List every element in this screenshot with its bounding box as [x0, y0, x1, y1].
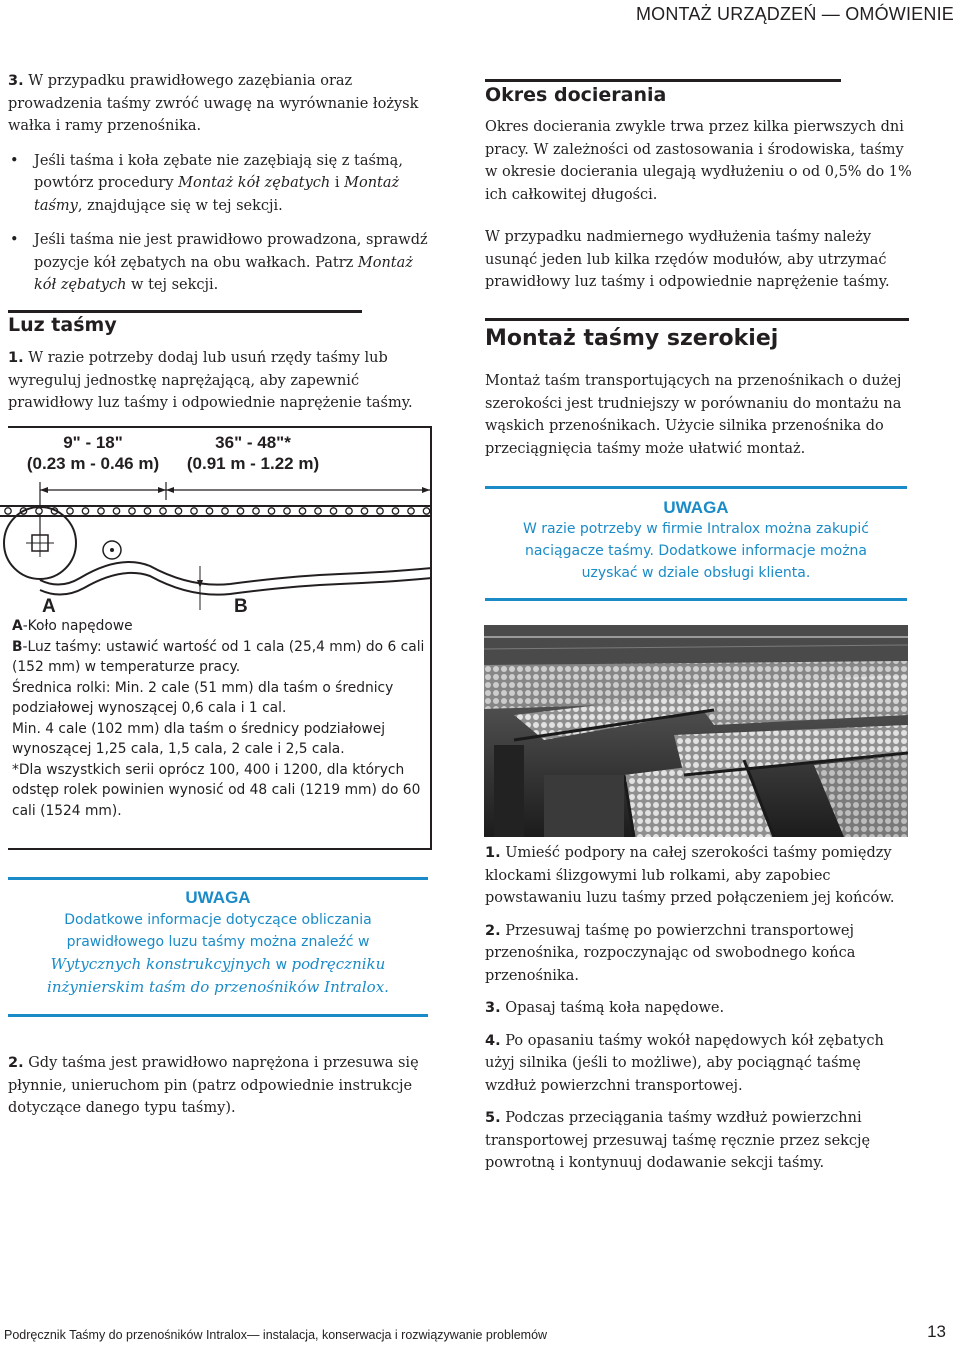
- dim-2-metric: (0.91 m - 1.22 m): [186, 454, 320, 473]
- belt-hinge: [423, 508, 429, 514]
- belt-hinge: [408, 508, 414, 514]
- wide-step-2-text: Przesuwaj taśmę po powierzchni transportowej przenośnika, rozpoczynając od swobodnego końca przenośnika.: [485, 922, 856, 984]
- okres-paragraph-1: Okres docierania zwykle trwa przez kilka pierwszych dni pracy. W zależności od zastosowania i środowiska, taśmy w okresie docierania ulegają wydłużeniu o od 0,5% do 1% ich całkowitej długości.: [485, 119, 912, 203]
- szeroki-paragraph: Montaż taśm transportujących na przenośnikach o dużej szerokości jest trudniejszy w porównaniu do montażu na wąskich przenośnikach. Użycie silnika przenośnika do przeciągnięcia taśmy może ułatwić montaż.: [485, 373, 902, 457]
- left-note-top-rule: [8, 877, 428, 880]
- bullet-2-text-b: w tej sekcji.: [126, 277, 219, 293]
- okres-paragraph-2: W przypadku nadmiernego wydłużenia taśmy należy usunąć jeden lub kilka rzędów modułów, aby utrzymać prawidłowy luz taśmy i odpowiednie naprężenie taśmy.: [485, 229, 890, 290]
- note-ref-intralox: inżynierskim taśm do przenośników Intralox.: [47, 978, 389, 996]
- dim-1-imperial: 9" - 18": [63, 433, 123, 452]
- wide-step-3: [485, 997, 913, 1020]
- belt-hinge: [175, 508, 181, 514]
- caption-roller-spacing: *Dla wszystkich serii oprócz 100, 400 i 1200, dla których odstęp rolek powinien wynosić od 48 cali (1219 mm) do 60 cali (1524 mm).: [12, 761, 421, 819]
- luz-step-2-number: 2.: [8, 1055, 24, 1071]
- okres-heading-rule: [485, 79, 841, 82]
- wide-step-1: [485, 842, 913, 910]
- luz-step-1: [8, 347, 428, 415]
- bullet-2-text-a: Jeśli taśma nie jest prawidłowo prowadzona, sprawdź pozycje kół zębatych na obu wałkach. Patrz: [34, 232, 428, 271]
- belt-hinge: [284, 508, 290, 514]
- belt-drawing: [0, 470, 432, 630]
- wide-step-5-number: 5.: [485, 1110, 501, 1126]
- diagram-caption: [12, 616, 428, 821]
- belt-hinge: [82, 508, 88, 514]
- wide-step-2: [485, 920, 913, 988]
- wide-step-4-text: Po opasaniu taśmy wokół napędowych kół zębatych użyj silnika (jeśli to możliwe), aby pociągnąć taśmę wzdłuż powierzchni transportowej.: [485, 1032, 884, 1094]
- bullet-1-text-b: i: [330, 175, 345, 191]
- caption-roller-min-4: Min. 4 cale (102 mm) dla taśm o średnicy podziałowej wynoszącej 1,25 cala, 1,5 cala, 2 cale i 2,5 cala.: [12, 720, 386, 757]
- left-note-title: UWAGA: [185, 888, 251, 907]
- note-line-3-mid: w: [271, 957, 292, 973]
- wide-step-4: [485, 1030, 913, 1098]
- link-montaz-tasmy: Montaż taśmy: [34, 175, 400, 214]
- belt-hinge: [206, 508, 212, 514]
- belt-hinge: [361, 508, 367, 514]
- right-note-title: UWAGA: [663, 498, 729, 517]
- belt-hinge: [268, 508, 274, 514]
- szeroki-heading: Montaż taśmy szerokiej: [485, 326, 779, 351]
- left-note-line-4: [8, 976, 428, 999]
- right-note-top-rule: [485, 486, 907, 489]
- okres-heading: Okres docierania: [485, 84, 667, 106]
- caption-roller-min-2: Średnica rolki: Min. 2 cale (51 mm) dla taśm o średnicy podziałowej wynoszącej 0,6 cala i 1 cal.: [12, 679, 394, 716]
- belt-hinge: [160, 508, 166, 514]
- dim-1-metric: (0.23 m - 0.46 m): [26, 454, 160, 473]
- wide-step-3-number: 3.: [485, 1000, 501, 1016]
- left-note: [8, 888, 428, 999]
- belt-hinge: [113, 508, 119, 514]
- belt-hinge: [237, 508, 243, 514]
- belt-hinge: [315, 508, 321, 514]
- belt-hinge: [222, 508, 228, 514]
- belt-hinge: [36, 508, 42, 514]
- wide-step-5: [485, 1107, 913, 1175]
- conveyor-photo: [484, 625, 908, 837]
- step-3-number: 3.: [8, 73, 24, 89]
- caption-b-key: B: [12, 638, 23, 655]
- belt-hinge: [67, 508, 73, 514]
- wide-step-1-number: 1.: [485, 845, 501, 861]
- belt-hinge: [330, 508, 336, 514]
- wide-step-2-number: 2.: [485, 922, 501, 939]
- diagram-label-b: B: [234, 596, 248, 617]
- left-note-bottom-rule: [8, 1014, 428, 1017]
- note-ref-guidelines: Wytycznych konstrukcyjnych: [50, 955, 272, 973]
- page-header-title: MONTAŻ URZĄDZEŃ — OMÓWIENIE: [635, 4, 954, 24]
- dim-label-2: [168, 432, 338, 474]
- dim-2-imperial: 36" - 48"*: [215, 433, 291, 452]
- wide-belt-steps: [485, 842, 913, 1175]
- wide-step-1-text: Umieść podpory na całej szerokości taśmy pomiędzy klockami ślizgowymi lub rolkami, aby zapobiec powstawaniu luzu taśmy przed połączeniem jej końców.: [485, 845, 895, 906]
- belt-hinge: [253, 508, 259, 514]
- left-note-body: [8, 909, 428, 999]
- luz-step-2: [8, 1052, 428, 1120]
- belt-hinge: [299, 508, 305, 514]
- luz-step-2-text: Gdy taśma jest prawidłowo naprężona i przesuwa się płynnie, unieruchom pin (patrz odpowiednie instrukcje dotyczące danego typu taśmy).: [8, 1055, 419, 1116]
- footer-text: Podręcznik Taśmy do przenośników Intralox— instalacja, konserwacja i rozwiązywanie problemów: [4, 1328, 548, 1342]
- belt-hinge: [191, 508, 197, 514]
- conveyor-photo-image: [484, 625, 908, 837]
- bullet-sprocket-mismatch: [8, 150, 428, 218]
- note-ref-manual: podręczniku: [291, 955, 386, 973]
- left-note-line-1: Dodatkowe informacje dotyczące obliczania: [64, 912, 372, 928]
- wide-step-4-number: 4.: [485, 1032, 501, 1049]
- wide-step-5-text: Podczas przeciągania taśmy wzdłuż powierzchni transportowej przesuwaj taśmę ręcznie przez sekcję powrotną i kontynuuj dodawanie sekcji taśmy.: [485, 1110, 871, 1171]
- link-montaz-kol: Montaż kół zębatych: [178, 175, 331, 191]
- szeroki-heading-rule: [485, 318, 909, 321]
- diagram-label-a: A: [42, 596, 56, 617]
- belt-hinge: [129, 508, 135, 514]
- belt-hinge: [144, 508, 150, 514]
- page-number: 13: [927, 1322, 946, 1341]
- caption-b: [12, 637, 428, 678]
- belt-hinge: [346, 508, 352, 514]
- step-3-text: W przypadku prawidłowego zazębiania oraz prowadzenia taśmy zwróć uwagę na wyrównanie łożysk wałka i ramy przenośnika.: [8, 73, 419, 134]
- bullet-1-text-a: Jeśli taśma i koła zębate nie zazębiają się z taśmą, powtórz procedury: [34, 152, 403, 191]
- right-note-text: W razie potrzeby w firmie Intralox można zakupić naciągacze taśmy. Dodatkowe informacje można uzyskać w dziale obsługi klienta.: [522, 521, 870, 581]
- right-note-bottom-rule: [485, 598, 907, 601]
- luz-step-1-text: W razie potrzeby dodaj lub usuń rzędy taśmy lub wyreguluj jednostkę naprężającą, aby zapewnić prawidłowy luz taśmy i odpowiednie naprężenie taśmy.: [8, 350, 413, 411]
- wide-step-3-text: Opasaj taśmą koła napędowe.: [505, 1000, 725, 1016]
- belt-sag-diagram: [8, 426, 432, 850]
- belt-hinge: [377, 508, 383, 514]
- luz-heading-rule: [8, 310, 362, 313]
- left-note-line-2: prawidłowego luzu taśmy można znaleźć w: [66, 934, 370, 950]
- caption-a: [12, 616, 428, 637]
- caption-a-key: A: [12, 618, 23, 634]
- bullet-1-text-c: , znajdujące się w tej sekcji.: [77, 197, 283, 214]
- caption-a-text: -Koło napędowe: [22, 618, 133, 634]
- right-note: [485, 498, 907, 584]
- step-3-paragraph: [8, 70, 428, 138]
- belt-hinge: [98, 508, 104, 514]
- link-montaz-kol-2: Montaż kół zębatych: [34, 254, 413, 293]
- belt-hinge: [392, 508, 398, 514]
- bullet-tracking: [8, 229, 428, 297]
- step-3-block: [8, 70, 428, 297]
- dim-label-1: [8, 432, 178, 474]
- belt-hinge: [5, 508, 11, 514]
- luz-heading: Luz taśmy: [8, 314, 117, 336]
- luz-step-1-number: 1.: [8, 350, 24, 366]
- belt-top-run: [0, 506, 432, 516]
- left-note-line-3: [8, 953, 428, 976]
- caption-b-text: -Luz taśmy: ustawić wartość od 1 cala (25,4 mm) do 6 cali (152 mm) w temperaturze pracy.: [12, 638, 425, 675]
